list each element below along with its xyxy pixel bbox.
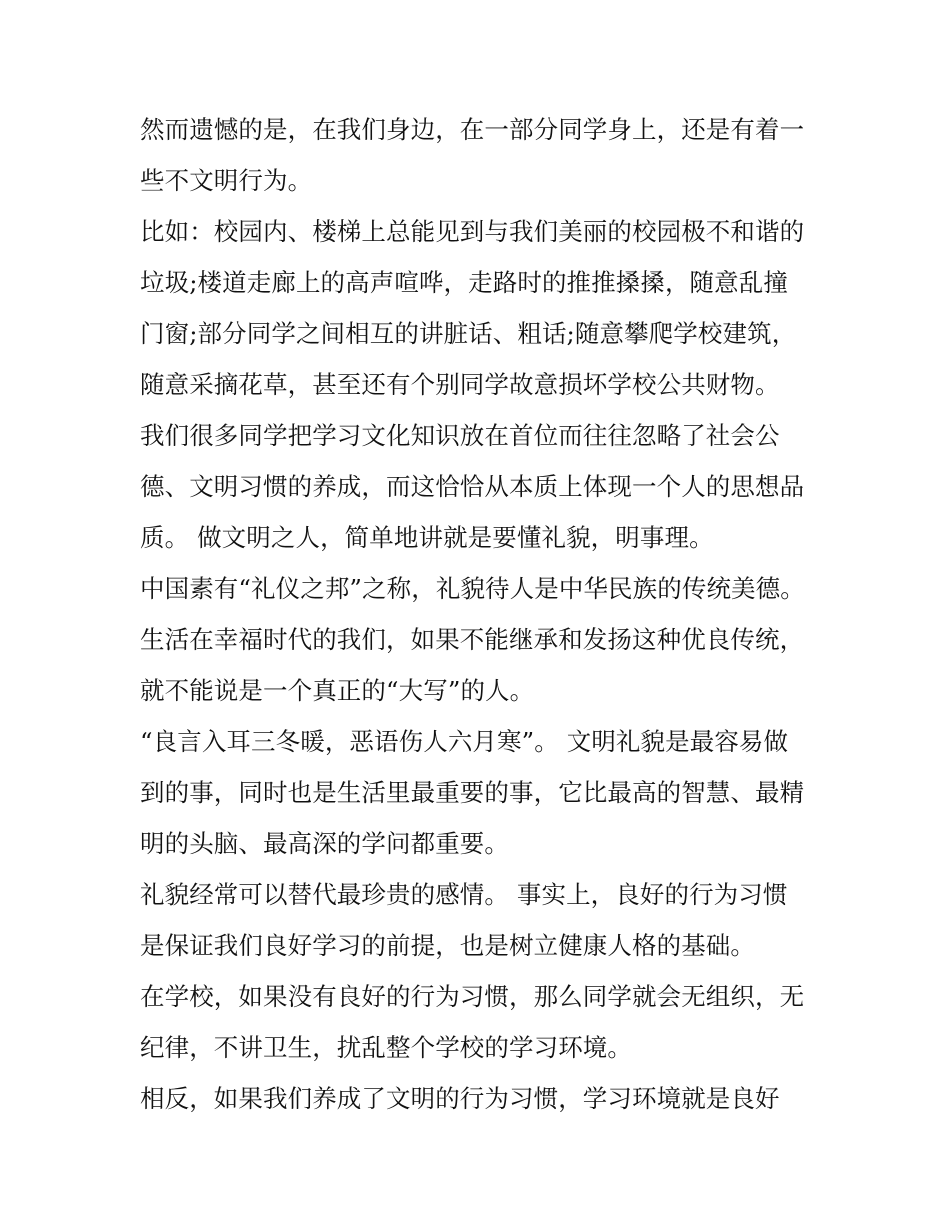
text-line: 比如：校园内、楼梯上总能见到与我们美丽的校园极不和谐的 [140, 217, 805, 246]
text-line: 垃圾;楼道走廊上的高声喧哗，走路时的推推搡搡，随意乱撞 [140, 268, 788, 297]
text-line: 明的头脑、最高深的学问都重要。 [140, 829, 509, 858]
text-line: 是保证我们良好学习的前提，也是树立健康人格的基础。 [140, 931, 755, 960]
text-line: 质。 做文明之人，简单地讲就是要懂礼貌，明事理。 [140, 523, 714, 552]
text-line: 在学校，如果没有良好的行为习惯，那么同学就会无组织，无 [140, 982, 805, 1011]
text-line: 礼貌经常可以替代最珍贵的感情。 事实上，良好的行为习惯 [140, 880, 788, 909]
text-line: 些不文明行为。 [140, 166, 313, 195]
text-line: 中国素有“礼仪之邦”之称，礼貌待人是中华民族的传统美德。 [140, 574, 805, 603]
text-line: 纪律，不讲卫生，扰乱整个学校的学习环境。 [140, 1033, 632, 1062]
document-body [140, 104, 820, 1124]
text-line: 随意采摘花草，甚至还有个别同学故意损坏学校公共财物。 [140, 370, 780, 399]
text-line: 德、文明习惯的养成，而这恰恰从本质上体现一个人的思想品 [140, 472, 805, 501]
text-line: 就不能说是一个真正的“大写”的人。 [140, 676, 535, 705]
text-line: 生活在幸福时代的我们，如果不能继承和发扬这种优良传统， [140, 625, 805, 654]
text-line: 到的事，同时也是生活里最重要的事，它比最高的智慧、最精 [140, 778, 805, 807]
text-line: “良言入耳三冬暖，恶语伤人六月寒”。 文明礼貌是最容易做 [140, 727, 789, 756]
text-line: 我们很多同学把学习文化知识放在首位而往往忽略了社会公 [140, 421, 780, 450]
text-line: 相反，如果我们养成了文明的行为习惯，学习环境就是良好 [140, 1084, 780, 1113]
text-line: 然而遗憾的是，在我们身边，在一部分同学身上，还是有着一 [140, 115, 805, 144]
text-line: 门窗;部分同学之间相互的讲脏话、粗话;随意攀爬学校建筑， [140, 319, 797, 348]
